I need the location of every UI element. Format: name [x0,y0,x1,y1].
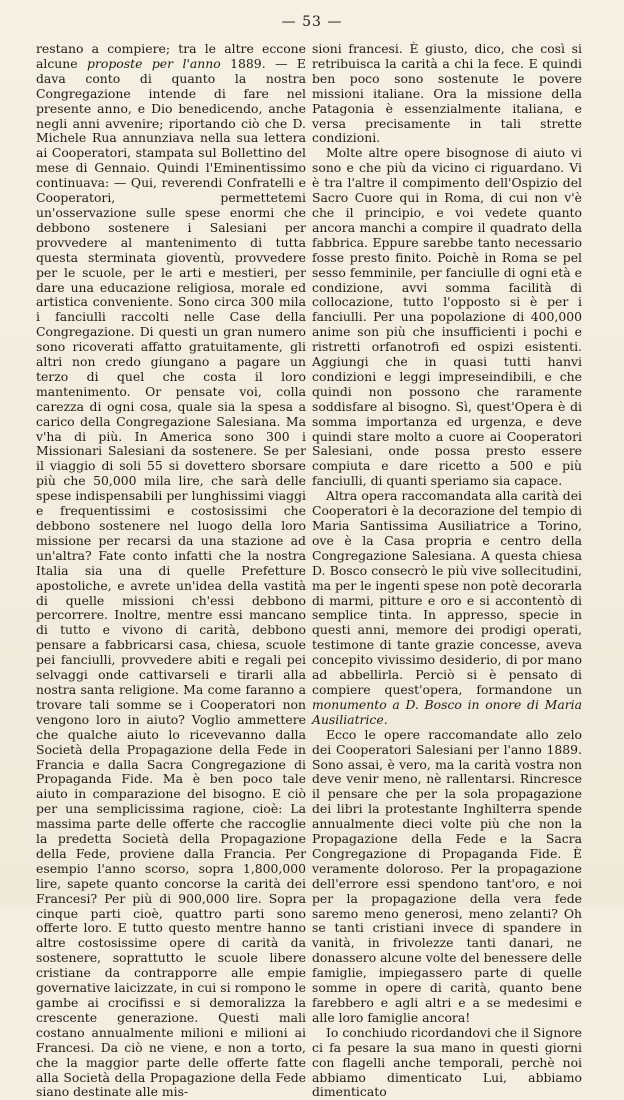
text-run: Molte altre opere bisognose di aiuto vi sono e che più da vicino ci riguardano. Vi è tra l'altre il compimento dell'Ospizio del Sacro Cuore qui in Roma, di cui non v'è che il principio, e voi vedete quanto ancora manchi a compire il quadrato della fabbrica. Eppure sarebbe tanto necessario fosse presto finito. Poichè in Roma se pel sesso femminile, per fanciulle di ogni età e condizione, avvi somma facilità di collocazione, tutto l'opposto si è per i fanciulli. Per una popolazione di 400,000 anime son più che insufficienti i pochi e ristretti orfanotrofi ed ospizi esistenti. Aggiungi che in quasi tutti hanvi condizioni e leggi impreseindibili, e che quindi non possono che raramente soddisfare al bisogno. Sì, quest'Opera è di somma importanza ed urgenza, e deve quindi stare molto a cuore ai Cooperatori Salesiani, onde possa presto essere compiuta e dare ricetto a 500 e più fanciulli, di quanti speriamo sia capace. [312,145,582,489]
paragraph [312,728,582,1026]
paragraph [312,1026,582,1100]
text-run: sioni francesi. È giusto, dico, che così si retribuisca la carità a chi la fece. E quindi ben poco sono sostenute le povere missioni italiane. Ora la missione della Patagonia è essenzialmente italiana, e versa precisamente in tali strette condizioni. [312,41,582,146]
text-run: Io conchiudo ricordandovi che il Signore ci fa pesare la sua mano in questi giorni con flagelli anche temporali, perchè noi abbiamo dimenticato Lui, abbiamo dimenticato [312,1024,582,1100]
paragraph [312,42,582,146]
text-run: 1889. — E dava conto di quanto la nostra Congregazione intende di fare nel presente anno, e Dio benedicendo, anche negli anni avvenire; riportando ciò che D. Michele Rua annunziava nella sua lettera ai Cooperatori, stampata sul Bollettino del mese di Gennaio. Quindi l'Eminentissimo continuava: — Qui, reverendi Confratelli e Cooperatori, permettetemi un'osservazione sulle spese enormi che debbono sostenere i Salesiani per provvedere al mantenimento di tutta questa sterminata gioventù, provvedere per le scuole, per le arti e mestieri, per dare una educazione religiosa, morale ed artistica conveniente. Sono circa 300 mila i fanciulli raccolti nelle Case della Congregazione. Di questi un gran numero sono ricoverati affatto gratuitamente, gli altri non credo giungano a pagare un terzo di quel che costa il loro mantenimento. Or pensate voi, colla carezza di ogni cosa, quale sia la spesa a carico della Congregazione Salesiana. Ma v'ha di più. In America sono 300 i Missionari Salesiani da sostenere. Se per il viaggio di soli 55 si dovettero sborsare più che 50,000 mila lire, che sarà delle spese indispensabili per lunghissimi viaggi e frequentissimi e costosissimi che debbono sostenere nel luogo della loro missione per recarsi da una stazione ad un'altra? Fate conto infatti che la nostra Italia sia una di quelle Prefetture apostoliche, e avrete un'idea della vastità di quelle missioni ch'essi debbono percorrere. Inoltre, mentre essi mancano di tutto e vivono di carità, debbono pensare a fabbricarsi casa, chiesa, scuole pei fanciulli, provvedere abiti e regali pei selvaggi onde cattivarseli e tirarli alla nostra santa religione. Ma come faranno a trovare tali somme se i Cooperatori non vengono loro in aiuto? Voglio ammettere che qualche aiuto lo ricevevanno dalla Società della Propagazione della Fede in Francia e dalla Sacra Congregazione di Propaganda Fide. Ma è ben poco tale aiuto in comparazione del bisogno. E ciò per una semplicissima ragione, cioè: La massima parte delle offerte che raccoglie la predetta Società della Propagazione della Fede, proviene dalla Francia. Per esempio l'anno scorso, sopra 1,800,000 lire, sapete quanto concorse la carità dei Francesi? Per più di 900,000 lire. Sopra cinque parti cioè, quattro parti sono offerte loro. E tutto questo mentre hanno altre costosissime opere di carità da sostenere, soprattutto le scuole libere cristiane da contrapporre alle empie governative laicizzate, in cui si rompono le gambe ai crocifissi e si demoralizza la crescente generazione. Questi mali costano annualmente milioni e milioni ai Francesi. Da ciò ne viene, e non a torto, che la maggior parte delle offerte fatte alla Società della Propagazione della Fede siano destinate alle mis- [36,55,306,1100]
text-run: restano a compiere; tra le altre eccone alcune [36,41,306,71]
text-column-left [36,42,306,1100]
italic-text: proposte per l'anno [87,55,221,71]
italic-text: monumento a D. Bosco in onore di Maria Ausiliatrice [312,696,582,727]
text-column-right [312,42,582,1100]
paragraph [312,489,582,728]
text-run: . [383,711,388,727]
paragraph [312,146,582,489]
text-run: Ecco le opere raccomandate allo zelo dei Cooperatori Salesiani per l'anno 1889. Sono assai, è vero, ma la carità vostra non deve venir meno, nè rallentarsi. Rincresce il pensare che per la sola propagazione dei libri la protestante Inghilterra spende annualmente dieci volte più che non la Propagazione della Fede e la Sacra Congregazione di Propaganda Fide. È veramente doloroso. Per la propagazione dell'errore essi spendono tant'oro, e noi per la propagazione della vera fede saremo meno generosi, meno zelanti? Oh se tanti cristiani invece di spandere in vanità, in frivolezze tanti danari, ne donassero alcune volte del benessere delle famiglie, impiegassero parte di quelle somme in opere di carità, quanto bene farebbero e agli altri e a se medesimi e alle loro famiglie ancora! [312,726,582,1025]
page-number: — 53 — [281,14,343,30]
paragraph [36,42,306,1100]
text-run: Altra opera raccomandata alla carità dei Cooperatori è la decorazione del tempio di Maria Santissima Ausiliatrice a Torino, ove è la Casa propria e centro della Congregazione Salesiana. A questa chiesa D. Bosco consecrò le più vive sollecitudini, ma per le ingenti spese non potè decorarla di marmi, pitture e oro e si accontentò di semplice tinta. In appresso, specie in questi anni, memore dei prodigi operati, testimone di tante grazie concesse, aveva concepito vivissimo desiderio, di por mano ad abbellirla. Perciò si è pensato di compiere quest'opera, formandone un [312,488,583,697]
